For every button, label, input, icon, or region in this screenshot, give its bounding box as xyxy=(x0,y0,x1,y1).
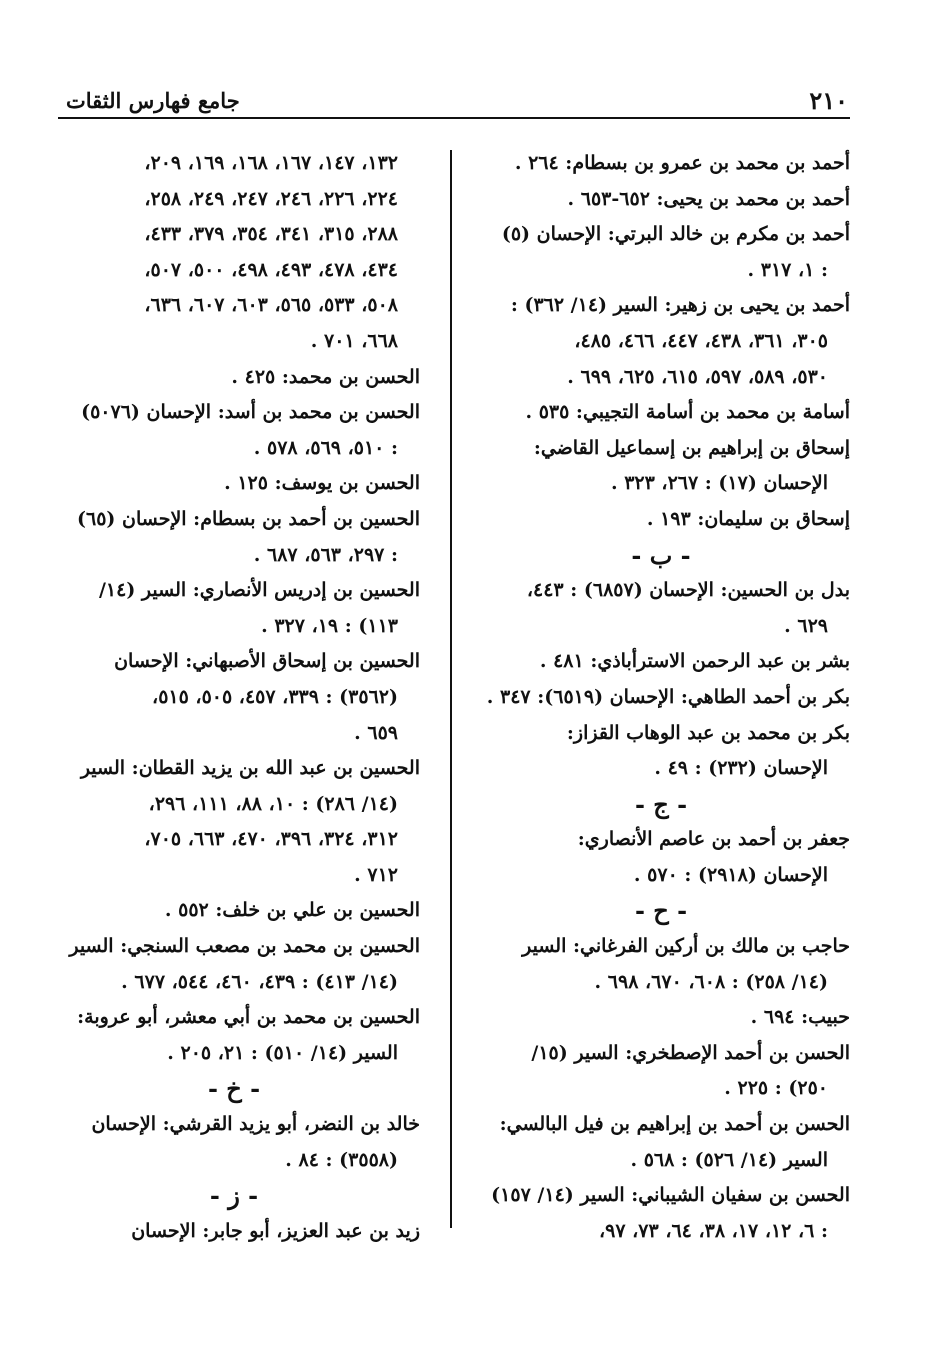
letter-heading: - ب - xyxy=(631,540,691,570)
index-entry: الحسن بن أحمد بن إبراهيم بن فيل البالسي: xyxy=(499,1113,850,1136)
letter-heading: - خ - xyxy=(207,1074,261,1104)
index-entry-continuation: ٦٥٩ . xyxy=(354,721,398,744)
index-entry-continuation: ٥٣٠، ٥٨٩، ٥٩٧، ٦١٥، ٦٢٥، ٦٩٩ . xyxy=(567,365,828,388)
index-entry: إسحاق بن إبراهيم بن إسماعيل القاضي: xyxy=(533,436,850,459)
page-header xyxy=(58,84,850,114)
index-entry: خالد بن النضر، أبو يزيد القرشي: الإحسان xyxy=(91,1113,420,1136)
index-entry: الحسين بن أحمد بن بسطام: الإحسان (٦٥) xyxy=(76,507,420,530)
index-entry-continuation: ٢٥٠) : ٢٢٥ . xyxy=(724,1077,828,1100)
index-entry-continuation: : ٢٩٧، ٥٦٣، ٦٨٧ . xyxy=(253,543,398,566)
index-entry-continuation: (١٤/ ٢٥٨) : ٦٠٨، ٦٧٠، ٦٩٨ . xyxy=(594,970,828,993)
index-entry-continuation: السير (١٤/ ٥١٠) : ٢١، ٢٠٥ . xyxy=(167,1041,398,1064)
index-entry-continuation: : ٥١٠، ٥٦٩، ٥٧٨ . xyxy=(253,436,398,459)
index-entry-continuation: ١١٣) : ١٩، ٣٢٧ . xyxy=(261,614,398,637)
index-entry-continuation: (١٤/ ٢٨٦) : ١٠، ٨٨، ١١١، ٢٩٦، xyxy=(148,792,398,815)
index-entry-continuation: ٦٦٨، ٧٠١ . xyxy=(310,329,398,352)
index-entry-continuation: ٣٠٥، ٣٦١، ٤٣٨، ٤٤٧، ٤٦٦، ٤٨٥، xyxy=(574,329,828,352)
index-entry-continuation: : ١، ٣١٧ . xyxy=(747,258,828,281)
index-entry: الحسين بن محمد بن أبي معشر، أبو عروبة: xyxy=(77,1006,420,1029)
letter-heading: - ح - xyxy=(634,896,688,926)
right-column xyxy=(472,146,850,1249)
index-entry: الحسين بن علي بن خلف: ٥٥٢ . xyxy=(164,899,420,922)
index-entry: الحسن بن سفيان الشيباني: السير (١٤/ ١٥٧) xyxy=(491,1184,850,1207)
index-entry: الحسين بن إدريس الأنصاري: السير (١٤/ xyxy=(98,579,420,602)
index-entry-continuation: السير (١٤/ ٥٢٦) : ٥٦٨ . xyxy=(630,1148,828,1171)
index-entry-continuation: ٧١٢ . xyxy=(354,863,398,886)
index-entry-continuation: ٣١٢، ٣٢٤، ٣٩٦، ٤٧٠، ٦٦٣، ٧٠٥، xyxy=(144,828,398,851)
index-entry: أحمد بن مكرم بن خالد البرتي: الإحسان (٥) xyxy=(501,223,850,246)
index-entry: بكر بن أحمد الطاهي: الإحسان (٦٥١٩): ٣٤٧ . xyxy=(486,685,850,708)
index-entry-continuation: ٢٨٨، ٣١٥، ٣٤١، ٣٥٤، ٣٧٩، ٤٣٣، xyxy=(144,223,398,246)
letter-heading: - ج - xyxy=(634,789,688,819)
index-entry: بكر بن محمد بن عبد الوهاب القزاز: xyxy=(566,721,850,744)
index-entry: بدل بن الحسين: الإحسان (٦٨٥٧) : ٤٤٣، xyxy=(526,579,850,602)
index-entry: الحسين بن محمد بن مصعب السنجي: السير xyxy=(69,935,420,958)
index-entry: جعفر بن أحمد بن عاصم الأنصاري: xyxy=(577,828,850,851)
index-entry-continuation: (٣٥٥٨) : ٨٤ . xyxy=(285,1148,398,1171)
index-entry-continuation: ٥٠٨، ٥٣٣، ٥٦٥، ٦٠٣، ٦٠٧، ٦٣٦، xyxy=(144,294,398,317)
index-entry: زيد بن عبد العزيز، أبو جابر: الإحسان xyxy=(131,1219,420,1242)
index-entry: الحسين بن عبد الله بن يزيد القطان: السير xyxy=(80,757,420,780)
index-entry-continuation: الإحسان (٢٣٢) : ٤٩ . xyxy=(654,757,828,780)
index-entry: الحسين بن إسحاق الأصبهاني: الإحسان xyxy=(114,650,420,673)
index-entry: الحسن بن محمد: ٤٢٥ . xyxy=(231,365,420,388)
index-entry-continuation: ٦٢٩ . xyxy=(784,614,828,637)
index-entry: إسحاق بن سليمان: ١٩٣ . xyxy=(646,507,850,530)
index-entry: أحمد بن يحيى بن زهير: السير (١٤/ ٣٦٢) : xyxy=(510,294,850,317)
index-entry: الحسن بن محمد بن أسد: الإحسان (٥٠٧٦) xyxy=(81,401,420,424)
index-entry-continuation: ٤٣٤، ٤٧٨، ٤٩٣، ٤٩٨، ٥٠٠، ٥٠٧، xyxy=(144,258,398,281)
index-entry: حاجب بن مالك بن أركين الفرغاني: السير xyxy=(522,935,850,958)
index-entry: حبيب: ٦٩٤ . xyxy=(750,1006,850,1029)
index-entry: أسامة بن محمد بن أسامة التجيبي: ٥٣٥ . xyxy=(525,401,850,424)
index-entry-continuation: (٣٥٦٢) : ٣٣٩، ٤٥٧، ٥٠٥، ٥١٥، xyxy=(152,685,398,708)
index-entry: الحسن بن يوسف: ١٢٥ . xyxy=(224,472,420,495)
index-entry-continuation: : ٦، ١٢، ١٧، ٣٨، ٦٤، ٧٣، ٩٧، xyxy=(598,1219,828,1242)
index-entry-continuation: ١٣٢، ١٤٧، ١٦٧، ١٦٨، ١٦٩، ٢٠٩، xyxy=(144,152,398,174)
index-entry: الحسن بن أحمد الإصطخري: السير (١٥/ xyxy=(531,1041,850,1064)
page-number: ٢١٠ xyxy=(809,86,848,115)
column-divider xyxy=(450,150,452,1228)
index-entry-continuation: (١٤/ ٤١٣) : ٤٣٩، ٤٦٠، ٥٤٤، ٦٧٧ . xyxy=(121,970,398,993)
left-column xyxy=(48,146,420,1249)
index-entry: أحمد بن محمد بن عمرو بن بسطام: ٢٦٤ . xyxy=(514,152,850,174)
running-title: جامع فهارس الثقات xyxy=(66,88,240,113)
index-entry-continuation: الإحسان (٢٩١٨) : ٥٧٠ . xyxy=(633,863,828,886)
letter-heading: - ز - xyxy=(209,1181,259,1211)
header-rule xyxy=(58,117,850,119)
index-entry-continuation: ٢٢٤، ٢٢٦، ٢٤٦، ٢٤٧، ٢٤٩، ٢٥٨، xyxy=(144,187,398,210)
index-entry: بشر بن عبد الرحمن الاسترأباذي: ٤٨١ . xyxy=(539,650,850,673)
index-entry: أحمد بن محمد بن يحيى: ٦٥٢-٦٥٣ . xyxy=(567,187,850,210)
index-entry-continuation: الإحسان (١٧) : ٢٦٧، ٣٢٣ . xyxy=(610,472,828,495)
